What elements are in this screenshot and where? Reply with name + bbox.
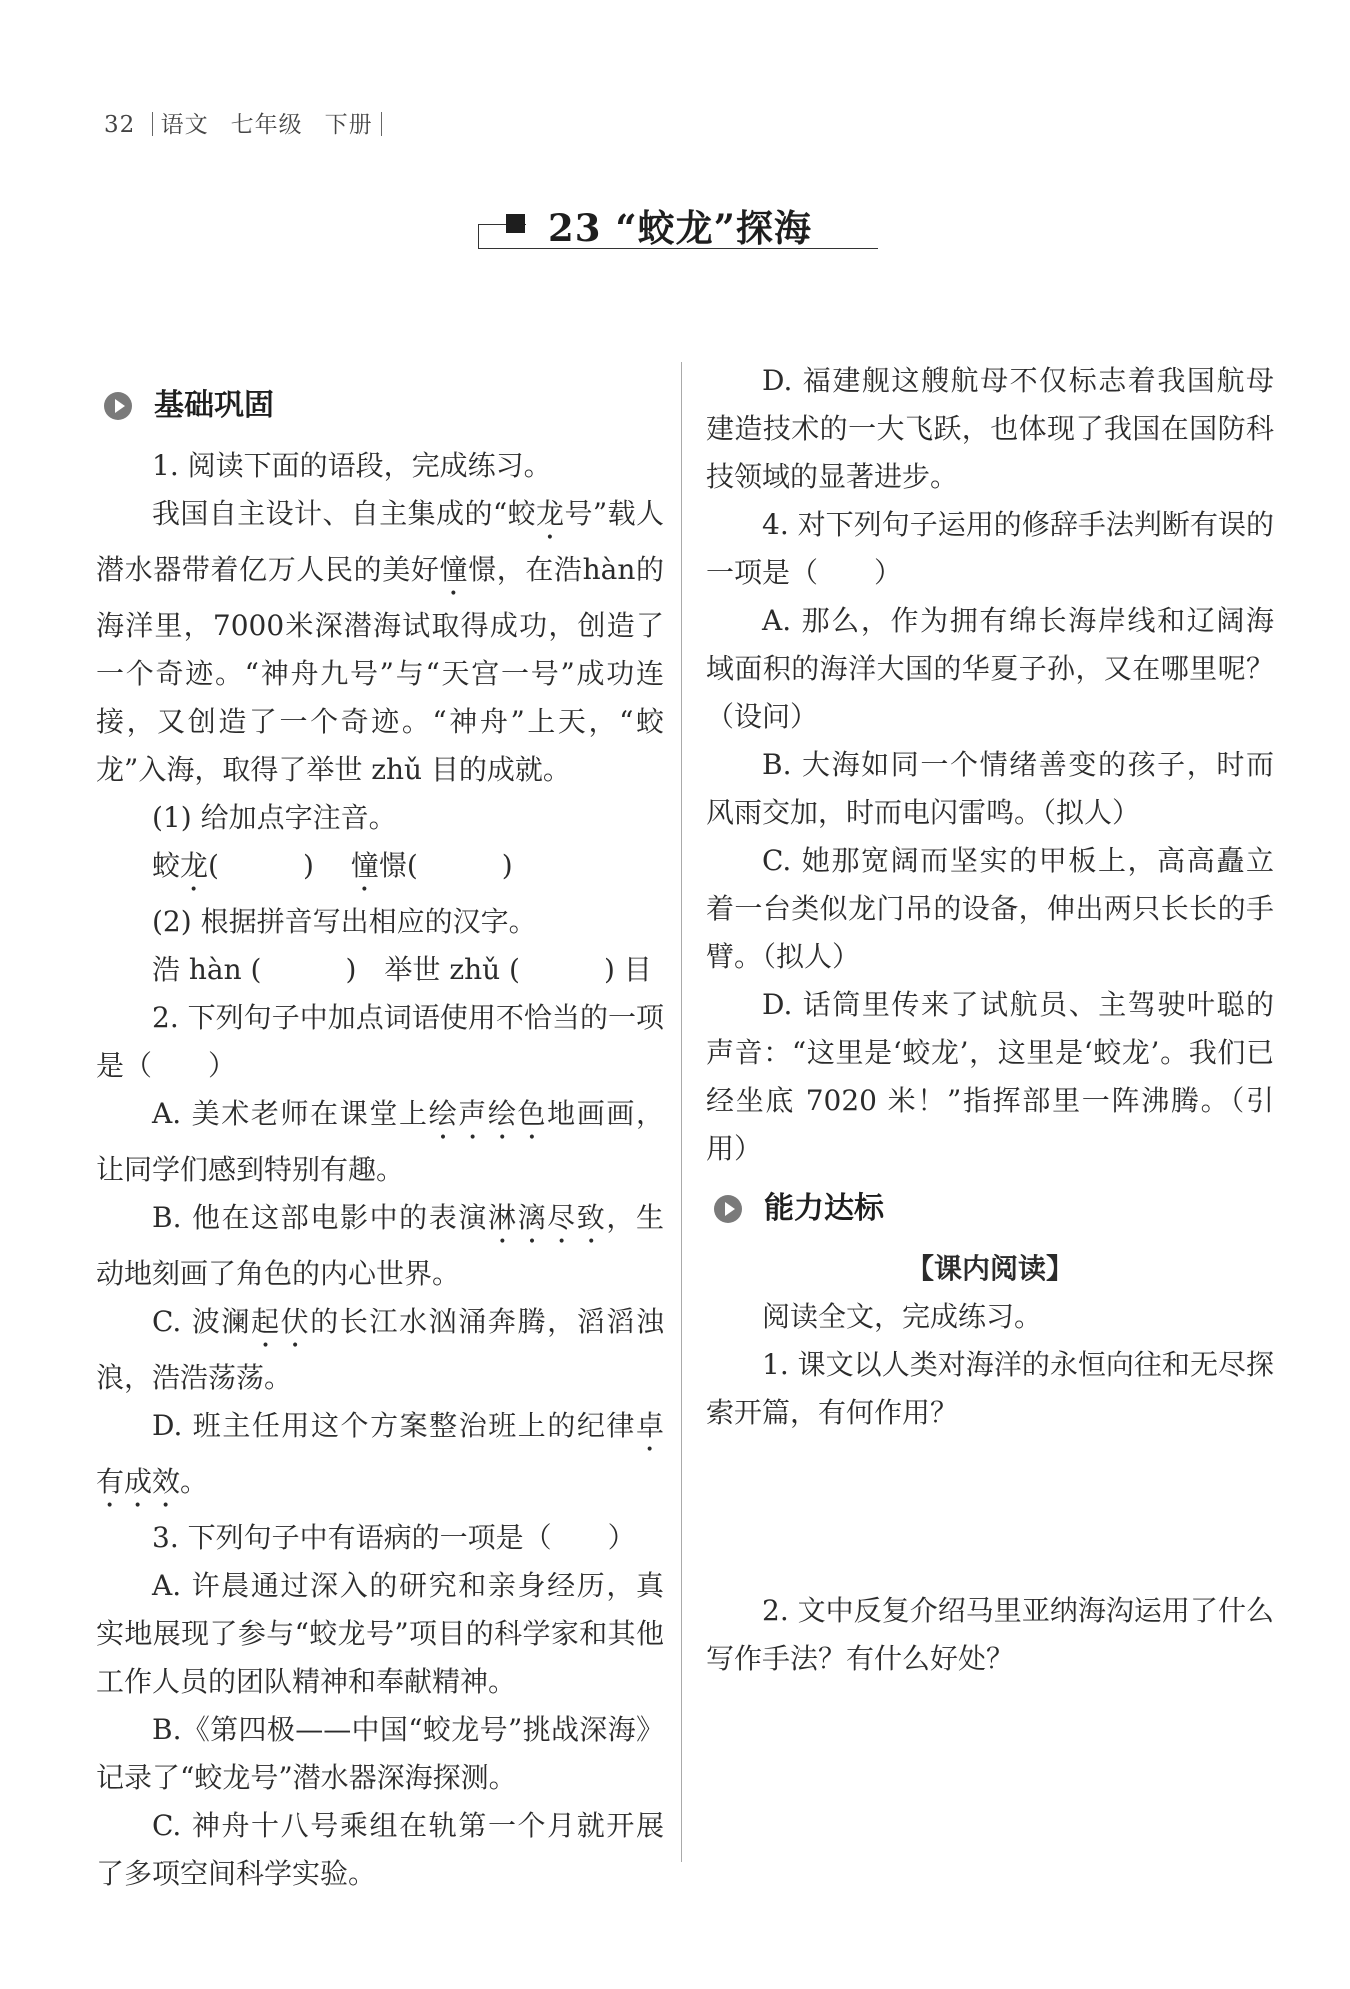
q1-sub2: (2) 根据拼音写出相应的汉字。	[152, 905, 537, 938]
header-subject: 语文	[160, 112, 209, 138]
reading-intro: 阅读全文，完成练习。	[762, 1300, 1043, 1333]
answer-blank: ( )	[208, 849, 314, 882]
lesson-title-block	[478, 198, 878, 250]
section-basic	[96, 382, 664, 430]
play-circle-icon	[714, 1195, 742, 1223]
header-divider	[152, 112, 153, 136]
q3-option-b: B.《第四极——中国“蛟龙号”挑战深海》记录了“蛟龙号”潜水器深海探测。	[96, 1713, 664, 1794]
lesson-title: 23 “蛟龙”探海	[548, 206, 812, 250]
section-basic-title: 基础巩固	[154, 388, 274, 423]
answer-blank: ( )	[406, 849, 513, 882]
q4-option-c: C. 她那宽阔而坚实的甲板上，高高矗立着一台类似龙门吊的设备，伸出两只长长的手臂。（拟人）	[706, 844, 1274, 973]
column-divider	[681, 362, 682, 1862]
q3-option-a: A. 许晨通过深入的研究和亲身经历，真实地展现了参与“蛟龙号”项目的科学家和其他工作人员的团队精神和奉献精神。	[96, 1569, 664, 1698]
q1-sub2-items	[96, 946, 664, 994]
title-rule-left	[478, 224, 479, 248]
section-ability-title: 能力达标	[764, 1191, 884, 1226]
q4-option-a: A. 那么，作为拥有绵长海岸线和辽阔海域面积的海洋大国的华夏子孙，又在哪里呢？（设问）	[706, 604, 1274, 733]
reading-heading: 【课内阅读】	[905, 1252, 1074, 1285]
q3-prompt: 3. 下列句子中有语病的一项是（ ）	[152, 1521, 636, 1554]
header-volume: 下册	[324, 112, 373, 138]
answer-blank: 举世 zhǔ ( ) 目	[384, 953, 652, 986]
q2-option-c: C. 波澜起伏的长江水汹涌奔腾，滔滔浊浪，浩浩荡荡。	[96, 1305, 664, 1394]
page-header	[104, 106, 390, 139]
title-square-icon	[506, 214, 525, 233]
answer-space	[706, 1437, 1274, 1587]
left-column	[96, 382, 664, 1898]
header-grade: 七年级	[230, 112, 303, 138]
reading-q2: 2. 文中反复介绍马里亚纳海沟运用了什么写作手法？有什么好处？	[706, 1594, 1274, 1675]
q3-option-d: D. 福建舰这艘航母不仅标志着我国航母建造技术的一大飞跃，也体现了我国在国防科技领域的显著进步。	[706, 364, 1274, 493]
q3-option-c: C. 神舟十八号乘组在轨第一个月就开展了多项空间科学实验。	[96, 1809, 664, 1890]
q2-option-b: B. 他在这部电影中的表演淋漓尽致，生动地刻画了角色的内心世界。	[96, 1201, 664, 1290]
q2-option-a: A. 美术老师在课堂上绘声绘色地画画，让同学们感到特别有趣。	[96, 1097, 664, 1186]
q4-option-b: B. 大海如同一个情绪善变的孩子，时而风雨交加，时而电闪雷鸣。（拟人）	[706, 748, 1274, 829]
reading-q1: 1. 课文以人类对海洋的永恒向往和无尽探索开篇，有何作用？	[706, 1348, 1274, 1429]
q1-passage: 我国自主设计、自主集成的“蛟龙号”载人潜水器带着亿万人民的美好憧憬，在浩hàn的海洋里，7000米深潜海试取得成功，创造了一个奇迹。“神舟九号”与“天宫一号”成功连接，又创造了一个奇迹。“神舟”上天，“蛟龙”入海，取得了举世 zhǔ 目的成就。	[96, 497, 664, 786]
q2-prompt: 2. 下列句子中加点词语使用不恰当的一项是（ ）	[96, 1001, 664, 1082]
emph-char-long: 龙	[536, 497, 565, 530]
emph-char-chong: 憧	[439, 553, 469, 586]
q1-sub1: (1) 给加点字注音。	[152, 801, 397, 834]
q4-option-d: D. 话筒里传来了试航员、主驾驶叶聪的声音：“这里是‘蛟龙’，这里是‘蛟龙’。我们已经坐底 7020 米！”指挥部里一阵沸腾。（引用）	[706, 988, 1274, 1165]
q1-sub1-items: 蛟龙( ) 憧憬( )	[152, 849, 513, 882]
header-divider-end	[381, 112, 382, 136]
q2-option-d: D. 班主任用这个方案整治班上的纪律卓有成效。	[96, 1409, 664, 1498]
right-column	[706, 357, 1274, 1683]
answer-blank: 浩 hàn ( )	[152, 953, 357, 986]
section-ability	[706, 1185, 1274, 1233]
play-circle-icon	[104, 392, 132, 420]
q4-prompt: 4. 对下列句子运用的修辞手法判断有误的一项是（ ）	[706, 508, 1274, 589]
q1-prompt: 1. 阅读下面的语段，完成练习。	[152, 449, 552, 482]
page-number: 32	[104, 112, 136, 138]
